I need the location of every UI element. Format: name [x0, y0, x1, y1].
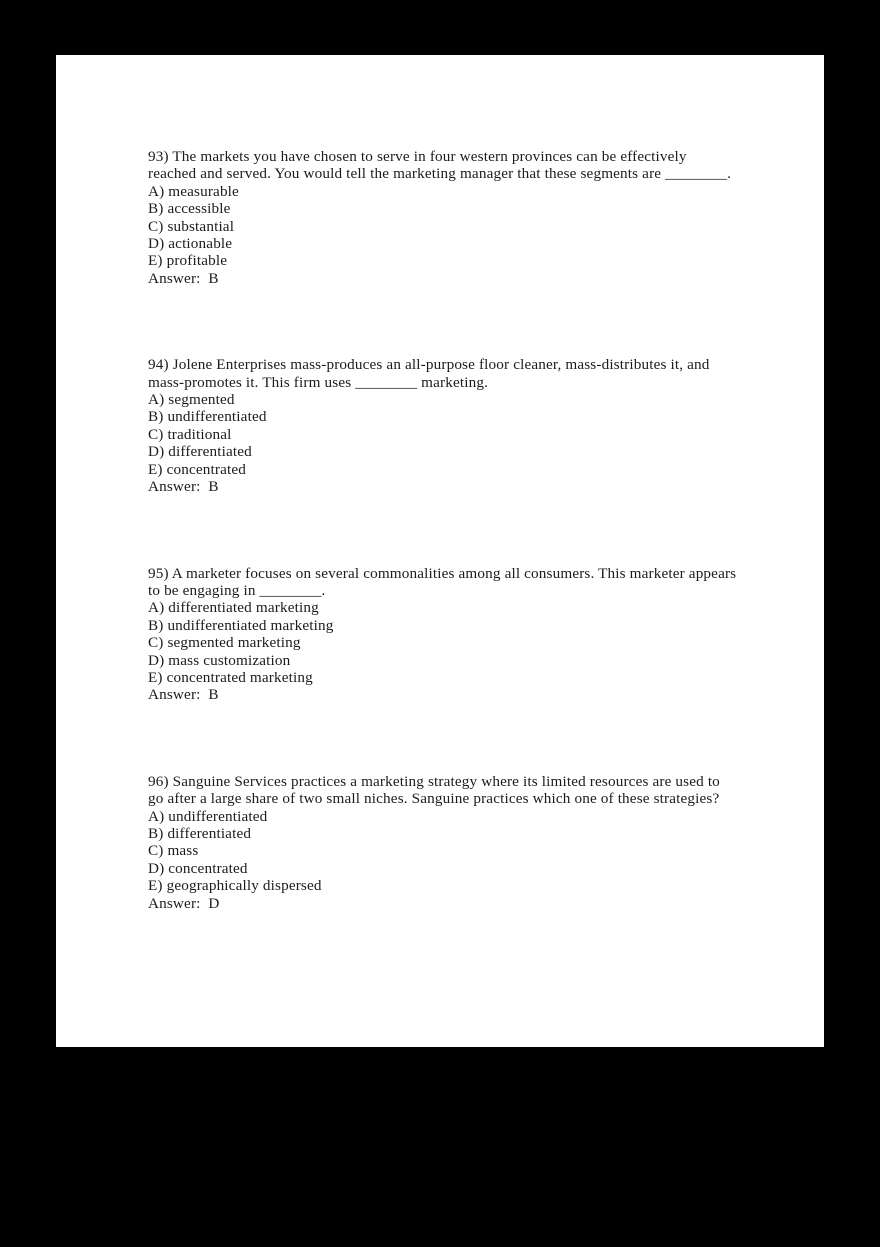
answer-choice: D) actionable: [148, 235, 233, 253]
answer-choice: B) undifferentiated: [148, 408, 267, 426]
answer-choice: D) differentiated: [148, 443, 252, 461]
answer-choice: D) concentrated: [148, 859, 248, 877]
answer-choice: E) profitable: [148, 252, 228, 270]
answer-key: Answer: B: [148, 686, 219, 704]
answer-choice: E) concentrated marketing: [148, 668, 313, 686]
question-stem: 94) Jolene Enterprises mass-produces an all-purpose floor cleaner, mass-distributes it, and mass-promotes it. This firm uses ________ marketing.: [148, 356, 710, 391]
answer-choice: A) differentiated marketing: [148, 599, 319, 617]
answer-choice: C) mass: [148, 842, 199, 860]
question-stem: 93) The markets you have chosen to serve in four western provinces can be effectively reached and served. You would tell the marketing manager that these segments are ________.: [148, 148, 732, 183]
answer-choice: E) concentrated: [148, 460, 246, 478]
question-stem: 96) Sanguine Services practices a marketing strategy where its limited resources are used to go after a large share of two small niches. Sanguine practices which one of these strategies?: [148, 772, 720, 808]
answer-choice: B) accessible: [148, 200, 231, 218]
document-text-column: [148, 148, 738, 912]
answer-choice: E) geographically dispersed: [148, 877, 322, 895]
question-block: [148, 773, 738, 912]
answer-choice: A) segmented: [148, 391, 235, 409]
answer-key: Answer: B: [148, 478, 219, 496]
answer-choice: B) undifferentiated marketing: [148, 616, 334, 634]
answer-choice: C) substantial: [148, 217, 235, 235]
answer-choice: C) segmented marketing: [148, 634, 301, 652]
document-page: [56, 55, 824, 1047]
answer-choice: A) undifferentiated: [148, 807, 268, 825]
answer-choice: D) mass customization: [148, 651, 291, 669]
question-block: [148, 148, 738, 287]
answer-choice: C) traditional: [148, 425, 232, 443]
question-block: [148, 565, 738, 704]
answer-choice: A) measurable: [148, 182, 239, 200]
answer-key: Answer: D: [148, 894, 220, 912]
answer-choice: B) differentiated: [148, 824, 252, 842]
question-block: [148, 356, 738, 495]
answer-key: Answer: B: [148, 269, 219, 287]
question-stem: 95) A marketer focuses on several commonalities among all consumers. This marketer appears to be engaging in ________.: [148, 564, 737, 599]
